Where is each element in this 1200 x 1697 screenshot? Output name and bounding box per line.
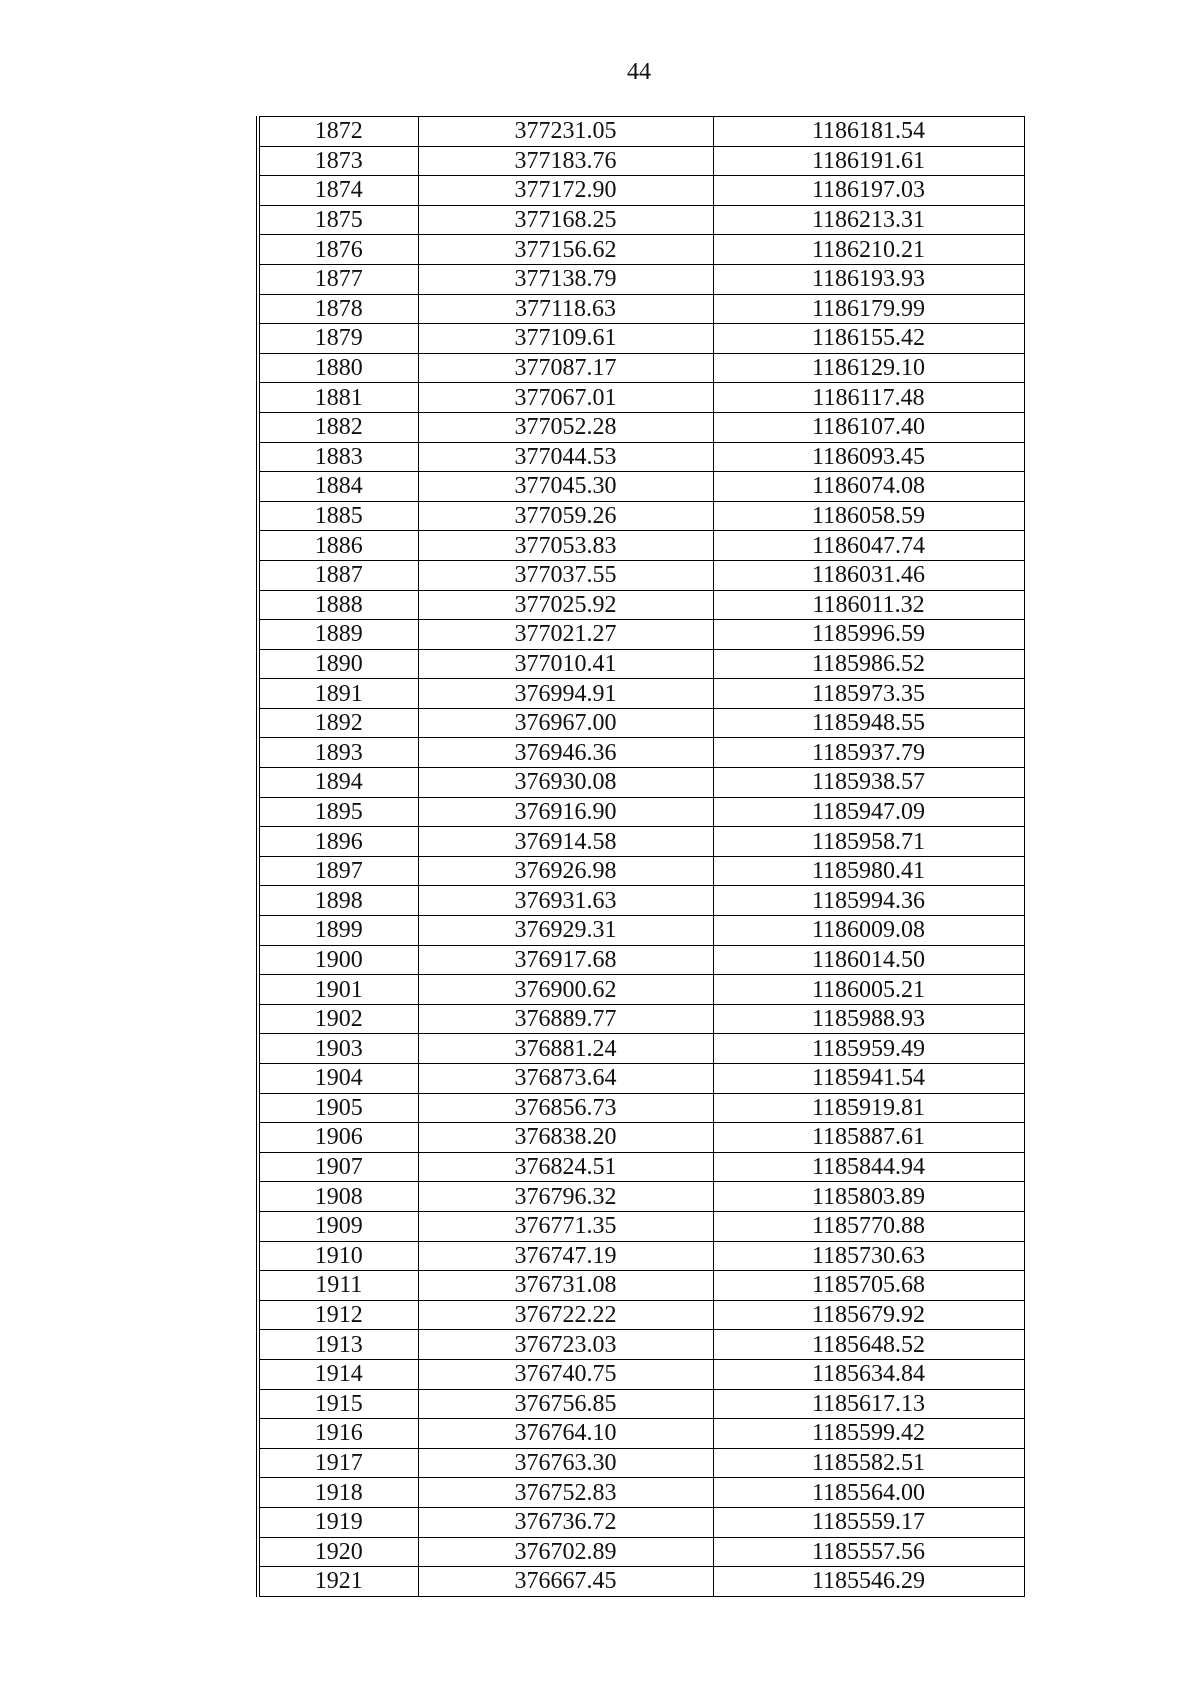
point-number-cell: 1914 (258, 1359, 418, 1389)
table-row (258, 1241, 1024, 1271)
y-coordinate-cell: 1186213.31 (713, 205, 1024, 235)
point-number-cell: 1901 (258, 975, 418, 1005)
point-number-cell: 1892 (258, 708, 418, 738)
y-coordinate-cell: 1186093.45 (713, 442, 1024, 472)
point-number-cell: 1907 (258, 1152, 418, 1182)
y-coordinate-cell: 1186179.99 (713, 294, 1024, 324)
point-number-cell: 1875 (258, 205, 418, 235)
point-number-cell: 1896 (258, 827, 418, 857)
table-row (258, 1034, 1024, 1064)
point-number-cell: 1890 (258, 649, 418, 679)
table-row (258, 1419, 1024, 1449)
x-coordinate-cell: 377025.92 (418, 590, 713, 620)
y-coordinate-cell: 1186011.32 (713, 590, 1024, 620)
table-row (258, 1478, 1024, 1508)
x-coordinate-cell: 376900.62 (418, 975, 713, 1005)
point-number-cell: 1889 (258, 620, 418, 650)
x-coordinate-cell: 376667.45 (418, 1567, 713, 1597)
y-coordinate-cell: 1185564.00 (713, 1478, 1024, 1508)
x-coordinate-cell: 376722.22 (418, 1300, 713, 1330)
x-coordinate-cell: 377168.25 (418, 205, 713, 235)
page-number: 44 (627, 59, 651, 85)
x-coordinate-cell: 376929.31 (418, 916, 713, 946)
y-coordinate-cell: 1185599.42 (713, 1419, 1024, 1449)
point-number-cell: 1887 (258, 560, 418, 590)
y-coordinate-cell: 1185938.57 (713, 768, 1024, 798)
x-coordinate-cell: 376967.00 (418, 708, 713, 738)
point-number-cell: 1883 (258, 442, 418, 472)
table-row (258, 501, 1024, 531)
x-coordinate-cell: 377172.90 (418, 176, 713, 206)
x-coordinate-cell: 377138.79 (418, 264, 713, 294)
point-number-cell: 1904 (258, 1064, 418, 1094)
point-number-cell: 1905 (258, 1093, 418, 1123)
table-row (258, 353, 1024, 383)
y-coordinate-cell: 1186005.21 (713, 975, 1024, 1005)
point-number-cell: 1899 (258, 916, 418, 946)
y-coordinate-cell: 1185559.17 (713, 1507, 1024, 1537)
point-number-cell: 1897 (258, 856, 418, 886)
y-coordinate-cell: 1185648.52 (713, 1330, 1024, 1360)
y-coordinate-cell: 1185986.52 (713, 649, 1024, 679)
point-number-cell: 1885 (258, 501, 418, 531)
x-coordinate-cell: 376764.10 (418, 1419, 713, 1449)
y-coordinate-cell: 1185730.63 (713, 1241, 1024, 1271)
y-coordinate-cell: 1185947.09 (713, 797, 1024, 827)
x-coordinate-cell: 376889.77 (418, 1004, 713, 1034)
y-coordinate-cell: 1185994.36 (713, 886, 1024, 916)
x-coordinate-cell: 377037.55 (418, 560, 713, 590)
point-number-cell: 1918 (258, 1478, 418, 1508)
x-coordinate-cell: 377010.41 (418, 649, 713, 679)
table-row (258, 708, 1024, 738)
point-number-cell: 1916 (258, 1419, 418, 1449)
y-coordinate-cell: 1186014.50 (713, 945, 1024, 975)
table-row (258, 531, 1024, 561)
y-coordinate-cell: 1186210.21 (713, 235, 1024, 265)
table-row (258, 738, 1024, 768)
table-row (258, 827, 1024, 857)
x-coordinate-cell: 377052.28 (418, 412, 713, 442)
table-row (258, 1359, 1024, 1389)
table-row (258, 1271, 1024, 1301)
table-row (258, 1152, 1024, 1182)
point-number-cell: 1903 (258, 1034, 418, 1064)
point-number-cell: 1898 (258, 886, 418, 916)
x-coordinate-cell: 376702.89 (418, 1537, 713, 1567)
point-number-cell: 1879 (258, 324, 418, 354)
point-number-cell: 1902 (258, 1004, 418, 1034)
table-row (258, 679, 1024, 709)
y-coordinate-cell: 1185557.56 (713, 1537, 1024, 1567)
x-coordinate-cell: 376747.19 (418, 1241, 713, 1271)
x-coordinate-cell: 376926.98 (418, 856, 713, 886)
y-coordinate-cell: 1185959.49 (713, 1034, 1024, 1064)
y-coordinate-cell: 1186047.74 (713, 531, 1024, 561)
table-row (258, 1093, 1024, 1123)
y-coordinate-cell: 1185937.79 (713, 738, 1024, 768)
x-coordinate-cell: 376917.68 (418, 945, 713, 975)
y-coordinate-cell: 1185546.29 (713, 1567, 1024, 1597)
y-coordinate-cell: 1185996.59 (713, 620, 1024, 650)
point-number-cell: 1921 (258, 1567, 418, 1597)
x-coordinate-cell: 377045.30 (418, 472, 713, 502)
point-number-cell: 1915 (258, 1389, 418, 1419)
y-coordinate-cell: 1185844.94 (713, 1152, 1024, 1182)
x-coordinate-cell: 376796.32 (418, 1182, 713, 1212)
y-coordinate-cell: 1185988.93 (713, 1004, 1024, 1034)
table-row (258, 294, 1024, 324)
y-coordinate-cell: 1186197.03 (713, 176, 1024, 206)
y-coordinate-cell: 1185634.84 (713, 1359, 1024, 1389)
table-row (258, 264, 1024, 294)
table-row (258, 117, 1024, 147)
table-row (258, 1211, 1024, 1241)
point-number-cell: 1880 (258, 353, 418, 383)
x-coordinate-cell: 377044.53 (418, 442, 713, 472)
point-number-cell: 1912 (258, 1300, 418, 1330)
x-coordinate-cell: 377156.62 (418, 235, 713, 265)
point-number-cell: 1872 (258, 117, 418, 147)
point-number-cell: 1876 (258, 235, 418, 265)
x-coordinate-cell: 376930.08 (418, 768, 713, 798)
table-row (258, 1182, 1024, 1212)
table-row (258, 1330, 1024, 1360)
point-number-cell: 1874 (258, 176, 418, 206)
table-row (258, 1064, 1024, 1094)
point-number-cell: 1893 (258, 738, 418, 768)
y-coordinate-cell: 1186129.10 (713, 353, 1024, 383)
point-number-cell: 1908 (258, 1182, 418, 1212)
x-coordinate-cell: 376873.64 (418, 1064, 713, 1094)
table-row (258, 916, 1024, 946)
table-row (258, 649, 1024, 679)
point-number-cell: 1884 (258, 472, 418, 502)
x-coordinate-cell: 377118.63 (418, 294, 713, 324)
x-coordinate-cell: 376731.08 (418, 1271, 713, 1301)
y-coordinate-cell: 1185770.88 (713, 1211, 1024, 1241)
x-coordinate-cell: 376771.35 (418, 1211, 713, 1241)
y-coordinate-cell: 1186031.46 (713, 560, 1024, 590)
point-number-cell: 1881 (258, 383, 418, 413)
table-row (258, 856, 1024, 886)
x-coordinate-cell: 376994.91 (418, 679, 713, 709)
point-number-cell: 1900 (258, 945, 418, 975)
table-row (258, 235, 1024, 265)
y-coordinate-cell: 1185980.41 (713, 856, 1024, 886)
table-row (258, 560, 1024, 590)
x-coordinate-cell: 377231.05 (418, 117, 713, 147)
x-coordinate-cell: 376881.24 (418, 1034, 713, 1064)
point-number-cell: 1919 (258, 1507, 418, 1537)
y-coordinate-cell: 1186181.54 (713, 117, 1024, 147)
x-coordinate-cell: 376756.85 (418, 1389, 713, 1419)
x-coordinate-cell: 376740.75 (418, 1359, 713, 1389)
table-row (258, 176, 1024, 206)
point-number-cell: 1895 (258, 797, 418, 827)
x-coordinate-cell: 376838.20 (418, 1123, 713, 1153)
x-coordinate-cell: 376763.30 (418, 1448, 713, 1478)
table-row (258, 324, 1024, 354)
x-coordinate-cell: 377183.76 (418, 146, 713, 176)
table-row (258, 1123, 1024, 1153)
y-coordinate-cell: 1185887.61 (713, 1123, 1024, 1153)
table-row (258, 146, 1024, 176)
point-number-cell: 1894 (258, 768, 418, 798)
y-coordinate-cell: 1185705.68 (713, 1271, 1024, 1301)
table-row (258, 945, 1024, 975)
y-coordinate-cell: 1185617.13 (713, 1389, 1024, 1419)
table-row (258, 472, 1024, 502)
point-number-cell: 1909 (258, 1211, 418, 1241)
table-row (258, 412, 1024, 442)
table-row (258, 975, 1024, 1005)
y-coordinate-cell: 1186058.59 (713, 501, 1024, 531)
x-coordinate-cell: 377059.26 (418, 501, 713, 531)
y-coordinate-cell: 1185948.55 (713, 708, 1024, 738)
point-number-cell: 1906 (258, 1123, 418, 1153)
x-coordinate-cell: 376752.83 (418, 1478, 713, 1508)
point-number-cell: 1877 (258, 264, 418, 294)
x-coordinate-cell: 376946.36 (418, 738, 713, 768)
table-row (258, 886, 1024, 916)
y-coordinate-cell: 1185679.92 (713, 1300, 1024, 1330)
y-coordinate-cell: 1186074.08 (713, 472, 1024, 502)
table-row (258, 1537, 1024, 1567)
point-number-cell: 1913 (258, 1330, 418, 1360)
point-number-cell: 1910 (258, 1241, 418, 1271)
x-coordinate-cell: 376736.72 (418, 1507, 713, 1537)
point-number-cell: 1873 (258, 146, 418, 176)
table-row (258, 768, 1024, 798)
table-row (258, 620, 1024, 650)
x-coordinate-cell: 376723.03 (418, 1330, 713, 1360)
table-row (258, 1567, 1024, 1597)
y-coordinate-cell: 1186009.08 (713, 916, 1024, 946)
y-coordinate-cell: 1186191.61 (713, 146, 1024, 176)
x-coordinate-cell: 377109.61 (418, 324, 713, 354)
table-row (258, 797, 1024, 827)
x-coordinate-cell: 377021.27 (418, 620, 713, 650)
x-coordinate-cell: 376824.51 (418, 1152, 713, 1182)
point-number-cell: 1891 (258, 679, 418, 709)
point-number-cell: 1878 (258, 294, 418, 324)
x-coordinate-cell: 376914.58 (418, 827, 713, 857)
table-row (258, 590, 1024, 620)
y-coordinate-cell: 1185958.71 (713, 827, 1024, 857)
coordinate-table (256, 116, 1025, 1597)
x-coordinate-cell: 377067.01 (418, 383, 713, 413)
y-coordinate-cell: 1186107.40 (713, 412, 1024, 442)
table-row (258, 1004, 1024, 1034)
point-number-cell: 1917 (258, 1448, 418, 1478)
y-coordinate-cell: 1185973.35 (713, 679, 1024, 709)
table-row (258, 205, 1024, 235)
y-coordinate-cell: 1185582.51 (713, 1448, 1024, 1478)
table-row (258, 1389, 1024, 1419)
y-coordinate-cell: 1185919.81 (713, 1093, 1024, 1123)
table-row (258, 442, 1024, 472)
y-coordinate-cell: 1186117.48 (713, 383, 1024, 413)
point-number-cell: 1920 (258, 1537, 418, 1567)
table-row (258, 1507, 1024, 1537)
y-coordinate-cell: 1186155.42 (713, 324, 1024, 354)
y-coordinate-cell: 1186193.93 (713, 264, 1024, 294)
coordinate-table-body (258, 117, 1024, 1597)
y-coordinate-cell: 1185803.89 (713, 1182, 1024, 1212)
point-number-cell: 1886 (258, 531, 418, 561)
x-coordinate-cell: 376931.63 (418, 886, 713, 916)
table-row (258, 1448, 1024, 1478)
point-number-cell: 1911 (258, 1271, 418, 1301)
x-coordinate-cell: 377087.17 (418, 353, 713, 383)
x-coordinate-cell: 376916.90 (418, 797, 713, 827)
x-coordinate-cell: 376856.73 (418, 1093, 713, 1123)
y-coordinate-cell: 1185941.54 (713, 1064, 1024, 1094)
point-number-cell: 1888 (258, 590, 418, 620)
point-number-cell: 1882 (258, 412, 418, 442)
x-coordinate-cell: 377053.83 (418, 531, 713, 561)
table-row (258, 1300, 1024, 1330)
table-row (258, 383, 1024, 413)
